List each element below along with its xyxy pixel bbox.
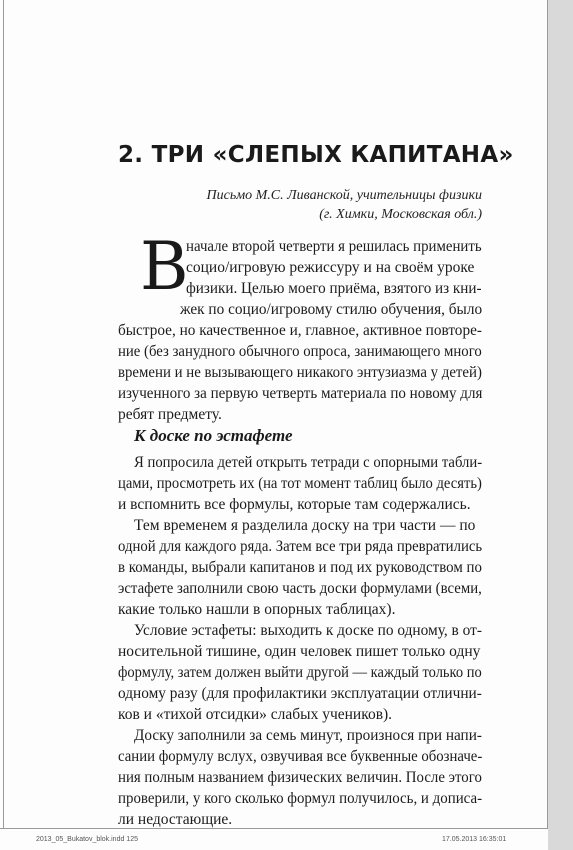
intro-line: физики. Целью моего приёма, взятого из кни- [186, 280, 482, 297]
body-line: ния полным названием физических величин. После этого [118, 769, 482, 786]
body-line: одной для каждого ряда. Затем все три ряда превратились [118, 538, 483, 555]
body-line: Тем временем я разделила доску на три части — по [134, 517, 476, 534]
body-line: эстафете заполнили свою часть доски формулами (всеми, [118, 580, 482, 597]
body-line: цами, просмотреть их (на тот момент таблиц было десять) [118, 475, 482, 492]
body-line: сании формулу вслух, озвучивая все буквенные обозначе- [118, 748, 483, 765]
body-line: формулу, затем должен выйти другой — каждый только по [118, 664, 482, 681]
body-line: ков и «тихой отсидки» слабых учеников). [118, 706, 393, 723]
body-line: носительной тишине, один человек пишет только одну [118, 643, 481, 660]
chapter-heading: 2. ТРИ «СЛЕПЫХ КАПИТАНА» [118, 142, 514, 168]
section-subheading: К доске по эстафете [134, 426, 293, 445]
body-line: ли недостающие. [118, 811, 233, 828]
body-line: какие только нашли в опорных таблицах). [118, 601, 396, 618]
body-line: проверили, у кого сколько формул получилось, и дописа- [118, 790, 483, 807]
drop-cap: В [140, 228, 189, 305]
intro-line: быстрое, но качественное и, главное, активное повторе- [118, 322, 482, 339]
epigraph-line: Письмо М.С. Ливанской, учительницы физики [206, 188, 482, 203]
intro-line: времени и не вызывающего никакого энтузиазма у детей) [118, 364, 482, 381]
intro-line: социо/игровую режиссуру и на своём уроке [186, 259, 475, 276]
body-line: Я попросила детей открыть тетради с опорными табли- [134, 454, 483, 471]
trim-mark-left [3, 0, 4, 828]
intro-line: изученного за первую четверть материала по новому для [118, 385, 483, 402]
print-slug-timestamp: 17.05.2013 16:35:01 [442, 836, 507, 843]
body-line: в команды, выбрали капитанов и под их руководством по [118, 559, 482, 576]
body-line: и вспомнить все формулы, которые там содержались. [118, 496, 471, 513]
intro-line: жек по социо/игровому стилю обучения, было [180, 301, 483, 318]
print-slug-filename: 2013_05_Bukatov_blok.indd 125 [36, 836, 138, 843]
body-line: одному разу (для профилактики эксплуатации отлични- [118, 685, 482, 702]
body-line: Доску заполнили за семь минут, произнося при напи- [134, 727, 482, 744]
intro-line: ребят предмету. [118, 406, 222, 423]
body-line: Условие эстафеты: выходить к доске по одному, в от- [134, 622, 482, 639]
intro-line: ние (без занудного обычного опроса, занимающего много [118, 343, 482, 360]
epigraph-line: (г. Химки, Московская обл.) [319, 207, 482, 222]
trim-mark-bottom [0, 828, 548, 829]
epigraph [120, 186, 482, 224]
intro-line: начале второй четверти я решилась применить [186, 238, 482, 255]
trim-mark-right [547, 0, 548, 828]
